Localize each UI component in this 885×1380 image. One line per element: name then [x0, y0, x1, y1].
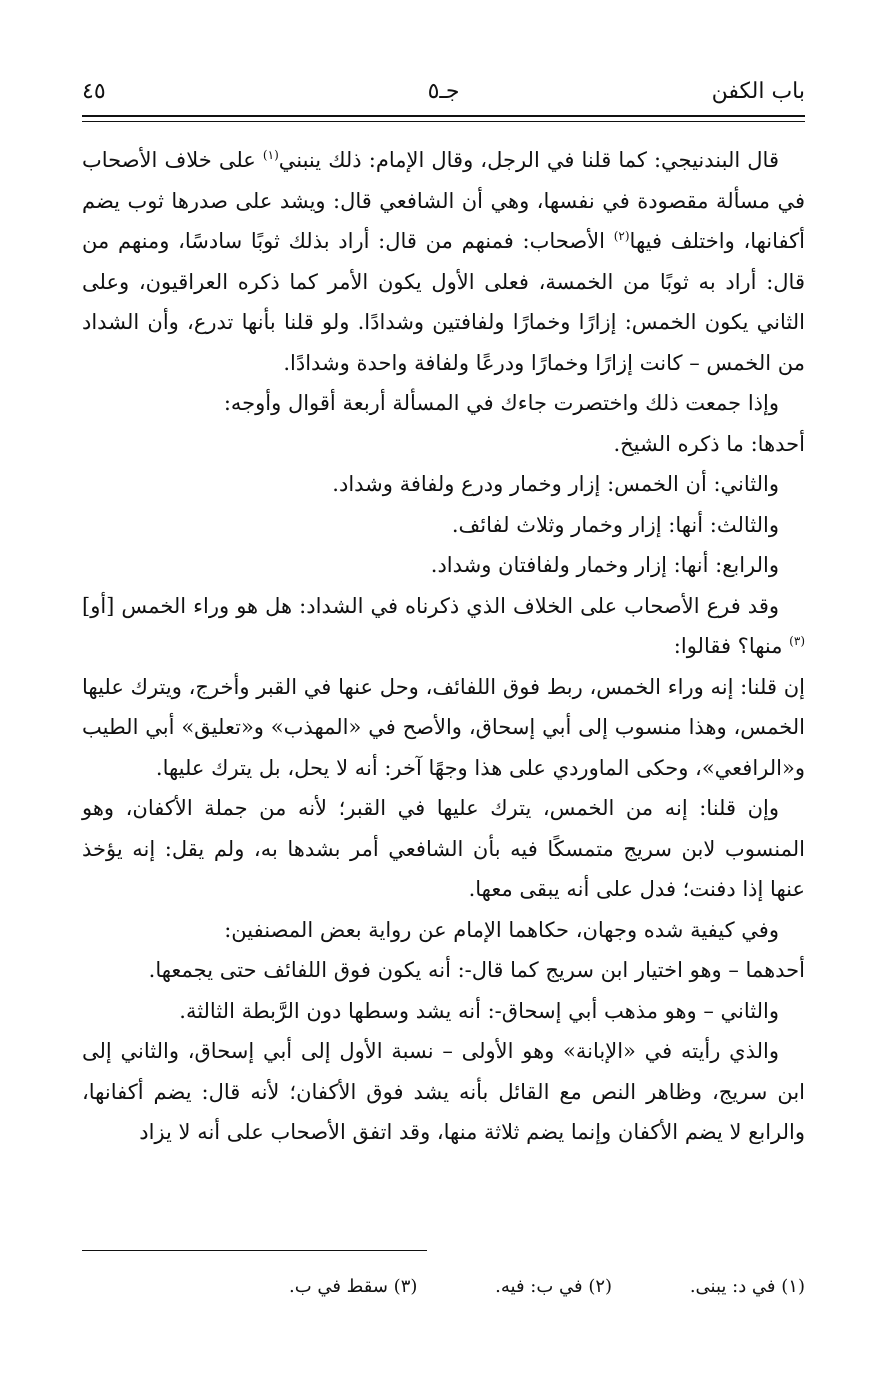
paragraph [82, 505, 805, 546]
paragraph [82, 910, 805, 951]
footnotes [82, 1272, 805, 1302]
footnote-marker: (١) [262, 148, 279, 162]
paragraph [82, 383, 805, 424]
paragraph-text: والثاني: أن الخمس: إزار وخمار ودرع ولفافة وشداد. [332, 472, 779, 496]
paragraph [82, 424, 805, 465]
paragraph-text: والذي رأيته في «الإبانة» وهو الأولى – نسبة الأول إلى أبي إسحاق، والثاني إلى ابن سريج، وظاهر النص مع القائل بأنه يشد فوق الأكفان؛ لأنه قال: يضم أكفانها، والرابع لا يضم الأكفان وإنما يضم ثلاثة منها، وقد اتفق الأصحاب على أنه لا يزاد [82, 1039, 805, 1144]
paragraph-text: والثالث: أنها: إزار وخمار وثلاث لفائف. [451, 512, 779, 537]
footnote-3: (٣) سقط في ب. [288, 1276, 418, 1297]
footnote-marker: (٢) [613, 229, 630, 243]
paragraph [82, 950, 805, 991]
volume-label: جـ٥ [427, 79, 460, 104]
paragraph [82, 464, 805, 505]
paragraph-text: والرابع: أنها: إزار وخمار ولفافتان وشداد. [430, 553, 779, 577]
header-rule-thin [82, 121, 805, 122]
paragraph-text: والثاني – وهو مذهب أبي إسحاق-: أنه يشد وسطها دون الرَّبطة الثالثة. [179, 998, 779, 1023]
paragraph-text: على خلاف الأصحاب في مسألة مقصودة في نفسها، وهي أن الشافعي قال: ويشد على صدرها ثوب يضم أكفانها، واختلف فيها [82, 148, 805, 253]
footnote-2: (٢) في ب: فيه. [495, 1276, 613, 1297]
paragraph-text: وإن قلنا: إنه من الخمس، يترك عليها في القبر؛ لأنه من جملة الأكفان، وهو المنسوب لابن سريج متمسكًا فيه بأن الشافعي أمر بشدها به، ولم يقل: إنه يؤخذ عنها إذا دفنت؛ فدل على أنه يبقى معها. [82, 796, 805, 901]
main-text [82, 140, 805, 1153]
paragraph [82, 140, 805, 383]
paragraph [82, 1031, 805, 1153]
paragraph-text: أحدهما – وهو اختيار ابن سريج كما قال-: أنه يكون فوق اللفائف حتى يجمعها. [148, 958, 805, 982]
paragraph [82, 667, 805, 789]
paragraph-text: أحدها: ما ذكره الشيخ. [613, 431, 805, 456]
paragraph-text: الأصحاب: فمنهم من قال: أراد بذلك ثوبًا سادسًا، ومنهم من قال: أراد به ثوبًا من الخمسة، فعلى الأول يكون الأمر كما ذكره العراقيون، وعلى الثاني يكون الخمس: إزارًا وخمارًا ولفافتين وشدادًا. ولو قلنا بأنها تدرع، وأن الشداد من الخمس – كانت إزارًا وخمارًا ودرعًا ولفافة واحدة وشدادًا. [82, 229, 805, 375]
paragraph [82, 586, 805, 667]
page-number: ٤٥ [82, 79, 106, 104]
header-rule-thick [82, 115, 805, 117]
footnote-separator [82, 1250, 427, 1251]
paragraph-text: إن قلنا: إنه وراء الخمس، ربط فوق اللفائف، وحل عنها في القبر وأخرج، ويترك عليها الخمس، وهذا منسوب إلى أبي إسحاق، والأصح في «المهذب» و«تعليق» أبي الطيب و«الرافعي»، وحكى الماوردي على هذا وجهًا آخر: أنه لا يحل، بل يترك عليها. [82, 674, 805, 780]
paragraph-text: منها؟ فقالوا: [673, 634, 790, 658]
footnote-1: (١) في د: يبنى. [689, 1276, 805, 1297]
paragraph [82, 991, 805, 1032]
paragraph [82, 545, 805, 586]
page-header [82, 72, 805, 112]
paragraph-text: وفي كيفية شده وجهان، حكاهما الإمام عن رواية بعض المصنفين: [224, 917, 779, 942]
footnote-marker: (٣) [789, 634, 805, 648]
chapter-title: باب الكفن [711, 79, 805, 104]
paragraph-text: وإذا جمعت ذلك واختصرت جاءك في المسألة أربعة أقوال وأوجه: [223, 391, 779, 415]
paragraph-text: وقد فرع الأصحاب على الخلاف الذي ذكرناه في الشداد: هل هو وراء الخمس [أو] [82, 593, 779, 618]
paragraph [82, 788, 805, 910]
paragraph-text: قال البندنيجي: كما قلنا في الرجل، وقال الإمام: ذلك ينبني [278, 148, 779, 172]
